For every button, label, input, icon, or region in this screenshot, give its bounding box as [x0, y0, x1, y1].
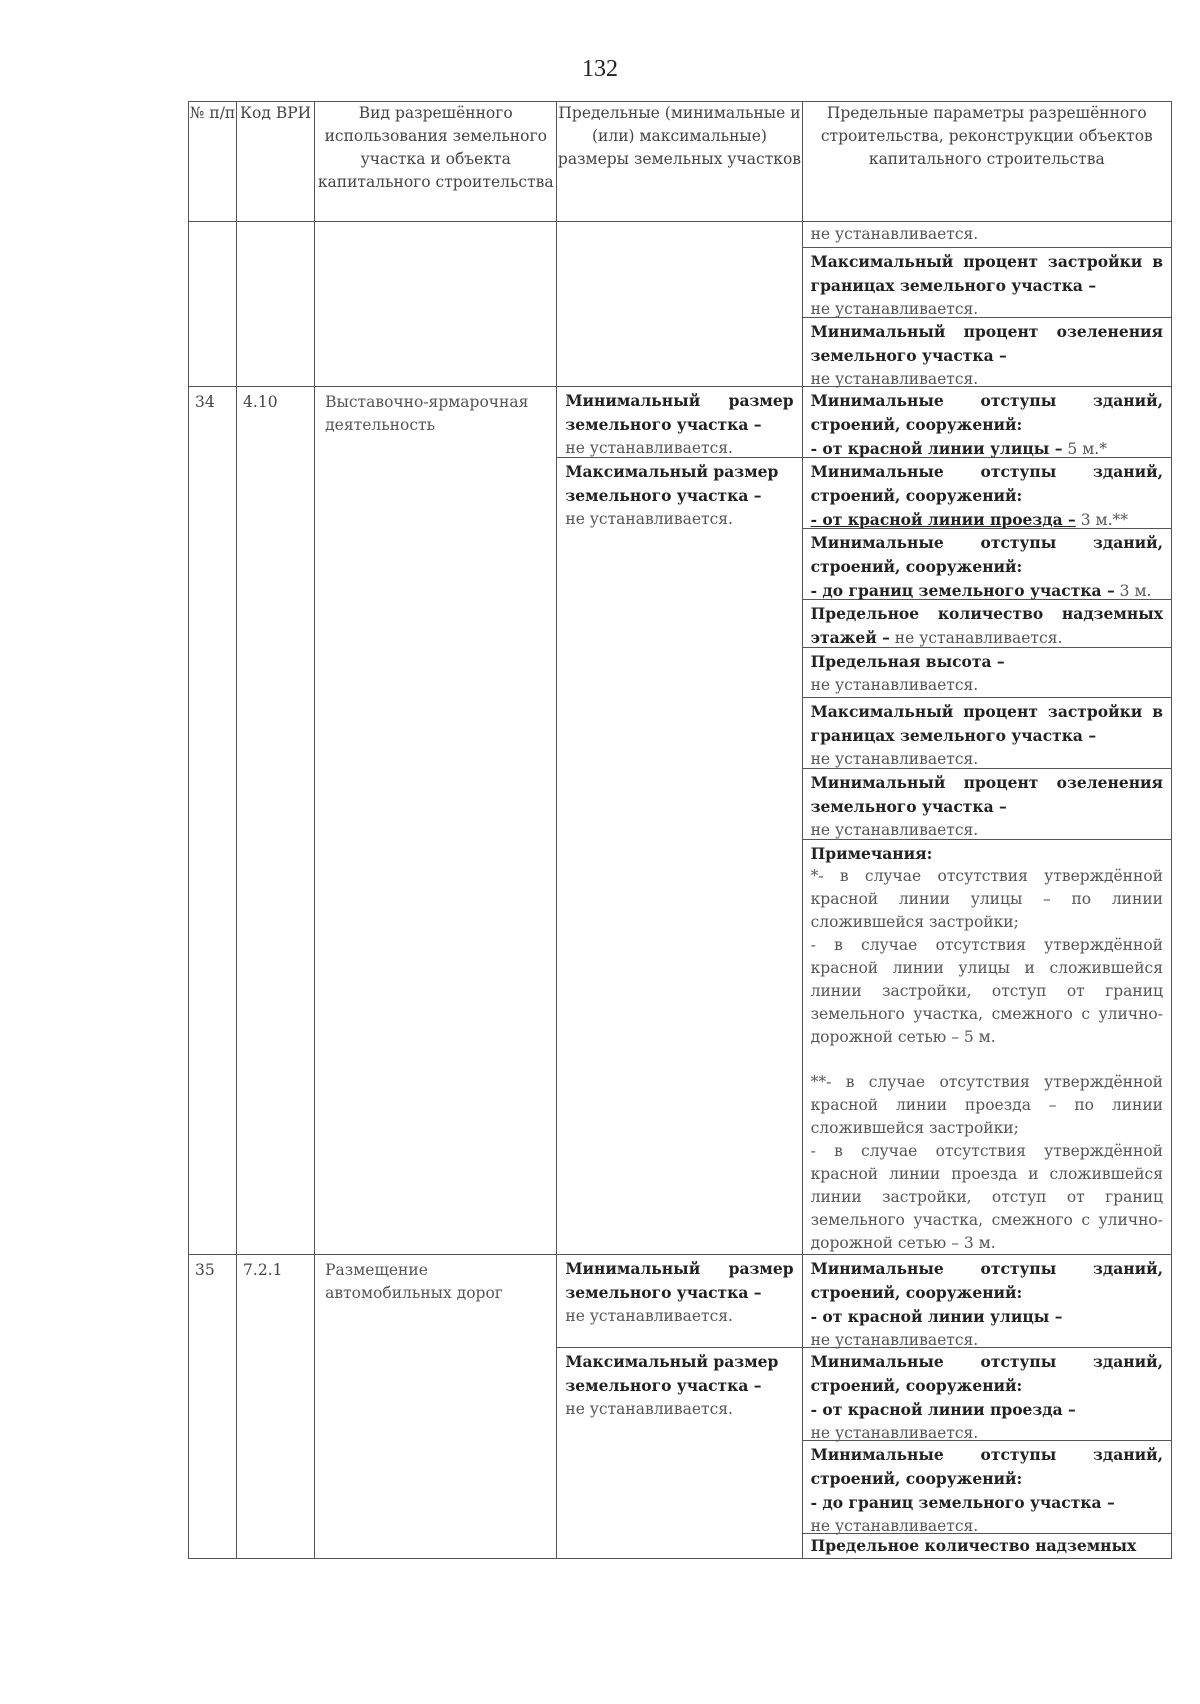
row-use: Размещение автомобильных дорог — [315, 1255, 557, 1559]
param-setback-street: Минимальные отступы зданий, строений, сооружений: - от красной линии улицы – 5 м.* — [803, 387, 1171, 458]
param-setback-street: Минимальные отступы зданий, строений, сооружений: - от красной линии улицы – не устанавливается. — [803, 1255, 1171, 1348]
max-size: Максимальный размер земельного участка – не устанавливается. — [565, 462, 779, 528]
param-floors: Предельное количество надземных этажей – не устанавливается. — [803, 600, 1171, 648]
param-setback-boundary: Минимальные отступы зданий, строений, сооружений: - до границ земельного участка – 3 м. — [803, 529, 1171, 600]
param-setback-passage: Минимальные отступы зданий, строений, сооружений: - от красной линии проезда – 3 м.** — [803, 458, 1171, 529]
notes-block — [803, 840, 1171, 1254]
row-number: 34 — [189, 387, 237, 1255]
min-size: Минимальный размер земельного участка – не устанавливается. — [557, 387, 801, 458]
row-use: Выставочно-ярмарочная деятельность — [315, 387, 557, 1255]
header-params: Предельные параметры разрешённого строительства, реконструкции объектов капитального строительства — [802, 102, 1171, 222]
sizes-cell — [557, 387, 802, 1255]
param-floors: Предельное количество надземных — [810, 1536, 1137, 1555]
note-4: - в случае отсутствия утверждённой красной линии проезда и сложившейся линии застройки, отступ от границ земельного участка, смежного с улично-дорожной сетью – 3 м. — [810, 1142, 1163, 1252]
min-size: Минимальный размер земельного участка – не устанавливается. — [557, 1255, 801, 1348]
row-code: 7.2.1 — [237, 1255, 315, 1559]
table-header-row — [189, 102, 1172, 222]
row-number: 35 — [189, 1255, 237, 1559]
params-cell — [802, 1255, 1171, 1559]
param-setback-boundary: Минимальные отступы зданий, строений, сооружений: - до границ земельного участка – не устанавливается. — [803, 1441, 1171, 1534]
params-cell — [802, 387, 1171, 1255]
cont-param-2: Максимальный процент застройки в границах земельного участка – не устанавливается. — [803, 248, 1171, 318]
param-height: Предельная высота – не устанавливается. — [803, 648, 1171, 698]
params-cell — [802, 222, 1171, 387]
param-greenery: Минимальный процент озеленения земельного участка – не устанавливается. — [803, 769, 1171, 840]
header-code: Код ВРИ — [237, 102, 315, 222]
table-row-continuation — [189, 222, 1172, 387]
row-code: 4.10 — [237, 387, 315, 1255]
table-row-34 — [189, 387, 1172, 1255]
page-number: 132 — [582, 56, 618, 82]
cont-param-1: не устанавливается. — [803, 222, 1171, 248]
note-3: **- в случае отсутствия утверждённой красной линии проезда – по линии сложившейся застройки; — [810, 1073, 1163, 1137]
notes-title: Примечания: — [810, 844, 933, 863]
regulations-table — [188, 101, 1172, 1559]
cont-param-3: Минимальный процент озеленения земельного участка – не устанавливается. — [810, 322, 1163, 388]
sizes-cell — [557, 1255, 802, 1559]
note-1: *- в случае отсутствия утверждённой красной линии улицы – по линии сложившейся застройки; — [810, 867, 1163, 931]
table-row-35 — [189, 1255, 1172, 1559]
header-sizes: Предельные (минимальные и (или) максимальные) размеры земельных участков — [557, 102, 802, 222]
param-coverage: Максимальный процент застройки в границах земельного участка – не устанавливается. — [803, 698, 1171, 769]
param-setback-passage: Минимальные отступы зданий, строений, сооружений: - от красной линии проезда – не устанавливается. — [803, 1348, 1171, 1441]
max-size: Максимальный размер земельного участка – не устанавливается. — [565, 1352, 779, 1418]
note-2: - в случае отсутствия утверждённой красной линии улицы и сложившейся линии застройки, отступ от границ земельного участка, смежного с улично-дорожной сетью – 5 м. — [810, 936, 1163, 1046]
header-use: Вид разрешённого использования земельного участка и объекта капитального строительства — [315, 102, 557, 222]
header-num: № п/п — [189, 102, 237, 222]
